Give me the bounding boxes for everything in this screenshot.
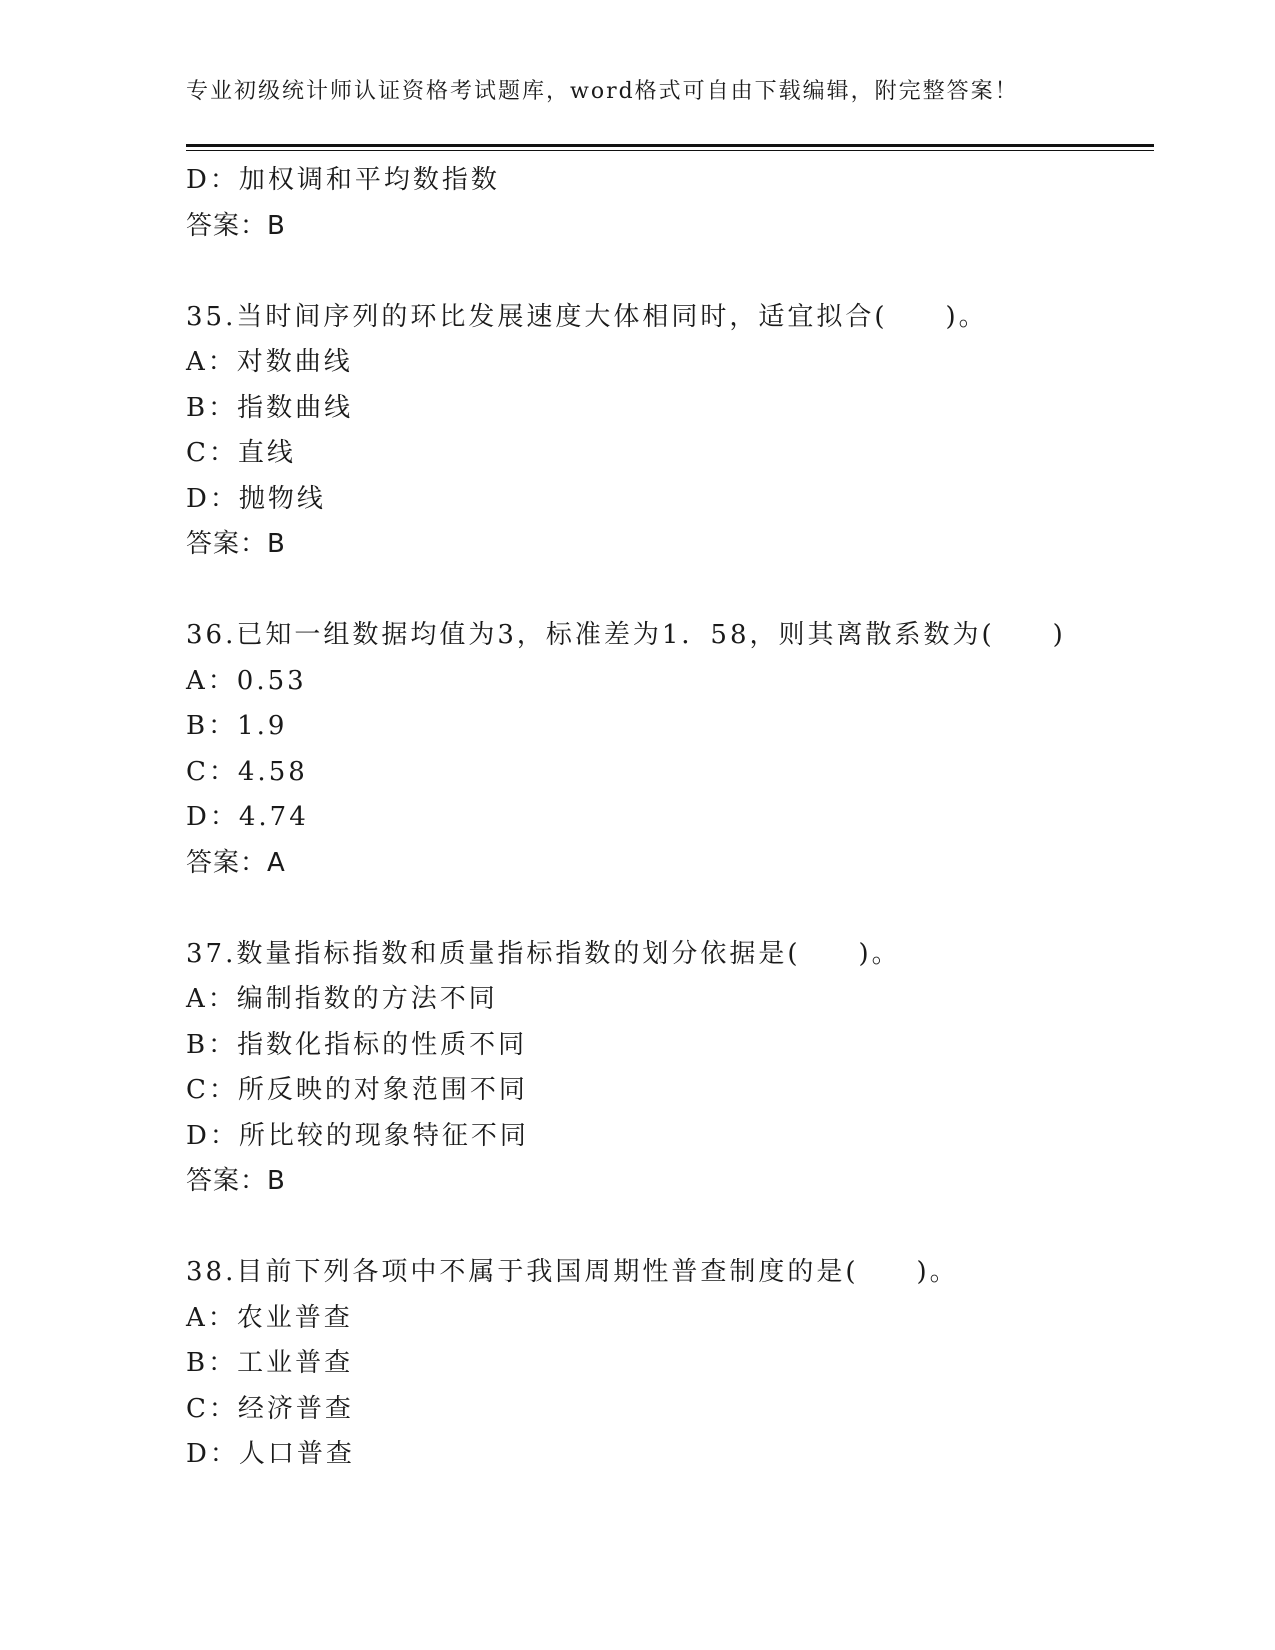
question-37-option-d: D：所比较的现象特征不同 — [186, 1120, 529, 1151]
question-36-answer: 答案：A — [186, 847, 286, 878]
question-38-option-b: B：工业普查 — [186, 1348, 354, 1378]
question-37-option-a: A：编制指数的方法不同 — [186, 984, 498, 1014]
question-36-stem: 36.已知一组数据均值为3，标准差为1．58，则其离散系数为( ) — [186, 620, 1066, 650]
header-rule-thick — [186, 144, 1154, 147]
spacer — [186, 568, 1154, 614]
question-36-option-d: D：4.74 — [186, 802, 309, 832]
question-36-option-b: B：1.9 — [186, 711, 288, 741]
question-37-option-c: C：所反映的对象范围不同 — [186, 1075, 528, 1105]
spacer — [186, 249, 1154, 295]
question-35-option-a: A：对数曲线 — [186, 347, 353, 377]
question-list — [186, 158, 1154, 1478]
question-35-option-c: C：直线 — [186, 438, 296, 468]
question-35-option-b: B：指数曲线 — [186, 392, 354, 423]
question-35-option-d: D：抛物线 — [186, 483, 326, 514]
question-38-option-d: D：人口普查 — [186, 1439, 355, 1469]
question-35-stem: 35.当时间序列的环比发展速度大体相同时，适宜拟合( )。 — [186, 301, 988, 332]
question-38-stem: 38.目前下列各项中不属于我国周期性普查制度的是( )。 — [186, 1257, 959, 1287]
prev-answer: 答案：B — [186, 210, 286, 241]
question-38-option-c: C：经济普查 — [186, 1393, 354, 1424]
question-36-option-a: A：0.53 — [186, 665, 307, 696]
page-header: 专业初级统计师认证资格考试题库，word格式可自由下载编辑，附完整答案！ — [186, 79, 1019, 104]
prev-option-d: D：加权调和平均数指数 — [186, 165, 500, 195]
question-38-option-a: A：农业普查 — [186, 1302, 353, 1333]
spacer — [186, 1205, 1154, 1251]
question-37-answer: 答案：B — [186, 1166, 286, 1196]
question-35-answer: 答案：B — [186, 529, 286, 559]
header-rule-thin — [186, 150, 1154, 151]
question-37-option-b: B：指数化指标的性质不同 — [186, 1029, 528, 1060]
question-36-option-c: C：4.58 — [186, 756, 308, 787]
spacer — [186, 886, 1154, 932]
question-37-stem: 37.数量指标指数和质量指标指数的划分依据是( )。 — [186, 938, 901, 969]
